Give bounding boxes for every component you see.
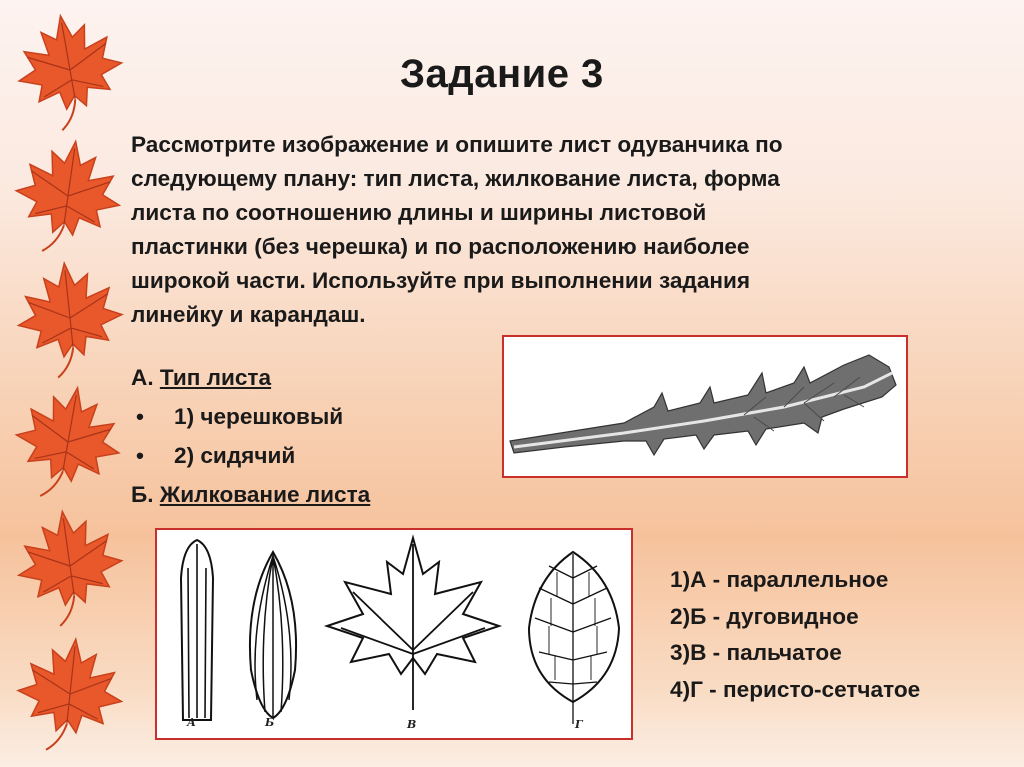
section-a-heading bbox=[131, 358, 370, 397]
label-a: А bbox=[187, 716, 196, 729]
decorative-leaves bbox=[0, 0, 140, 767]
section-b-title: Жилкование листа bbox=[159, 482, 371, 507]
arcuate-leaf-icon bbox=[250, 552, 296, 718]
parallel-leaf-icon bbox=[181, 540, 213, 720]
dandelion-leaf-icon bbox=[504, 337, 906, 476]
maple-leaf-icon bbox=[8, 134, 127, 260]
option-sessile: 2) сидячий bbox=[174, 443, 296, 468]
bullet-icon: • bbox=[136, 443, 144, 468]
answer-item: 3)В - пальчатое bbox=[670, 640, 842, 665]
maple-leaf-icon bbox=[7, 379, 129, 508]
task-line: Рассмотрите изображение и опишите лист одуванчика по bbox=[131, 132, 783, 157]
task-line: широкой части. Используйте при выполнении задания bbox=[131, 268, 751, 293]
section-a-prefix: А. bbox=[131, 365, 160, 390]
section-b-prefix: Б. bbox=[131, 482, 160, 507]
dandelion-leaf-image bbox=[502, 335, 908, 478]
page-title: Задание 3 bbox=[400, 52, 604, 96]
label-g: Г bbox=[575, 718, 583, 731]
answer-item: 2)Б - дуговидное bbox=[670, 603, 859, 629]
section-b-heading bbox=[131, 475, 370, 514]
maple-leaf-icon bbox=[11, 504, 130, 630]
task-line: листа по соотношению длины и ширины листовой bbox=[131, 200, 707, 225]
maple-leaf-icon bbox=[9, 7, 131, 136]
label-v: В bbox=[407, 718, 417, 731]
pinnate-leaf-icon bbox=[529, 552, 619, 724]
venation-answers bbox=[670, 562, 920, 708]
venation-types-image bbox=[155, 528, 633, 740]
list-item bbox=[131, 436, 370, 475]
option-petiolate: 1) черешковый bbox=[174, 404, 344, 429]
answer-item: 1)А - параллельное bbox=[670, 567, 889, 592]
task-line: линейку и карандаш. bbox=[131, 302, 366, 327]
task-text bbox=[131, 128, 951, 332]
list-item bbox=[131, 397, 370, 436]
maple-leaf-icon bbox=[12, 634, 127, 757]
maple-leaf-icon bbox=[13, 258, 128, 381]
task-line: следующему плану: тип листа, жилкование листа, форма bbox=[131, 166, 780, 191]
palmate-leaf-icon bbox=[327, 538, 499, 710]
section-a-title: Тип листа bbox=[159, 365, 272, 390]
answer-item: 4)Г - перисто-сетчатое bbox=[670, 676, 921, 702]
task-line: пластинки (без черешка) и по расположению наиболее bbox=[131, 234, 750, 259]
bullet-icon: • bbox=[136, 404, 144, 429]
label-b: Б bbox=[265, 716, 275, 729]
leaf-type-section bbox=[131, 358, 370, 514]
